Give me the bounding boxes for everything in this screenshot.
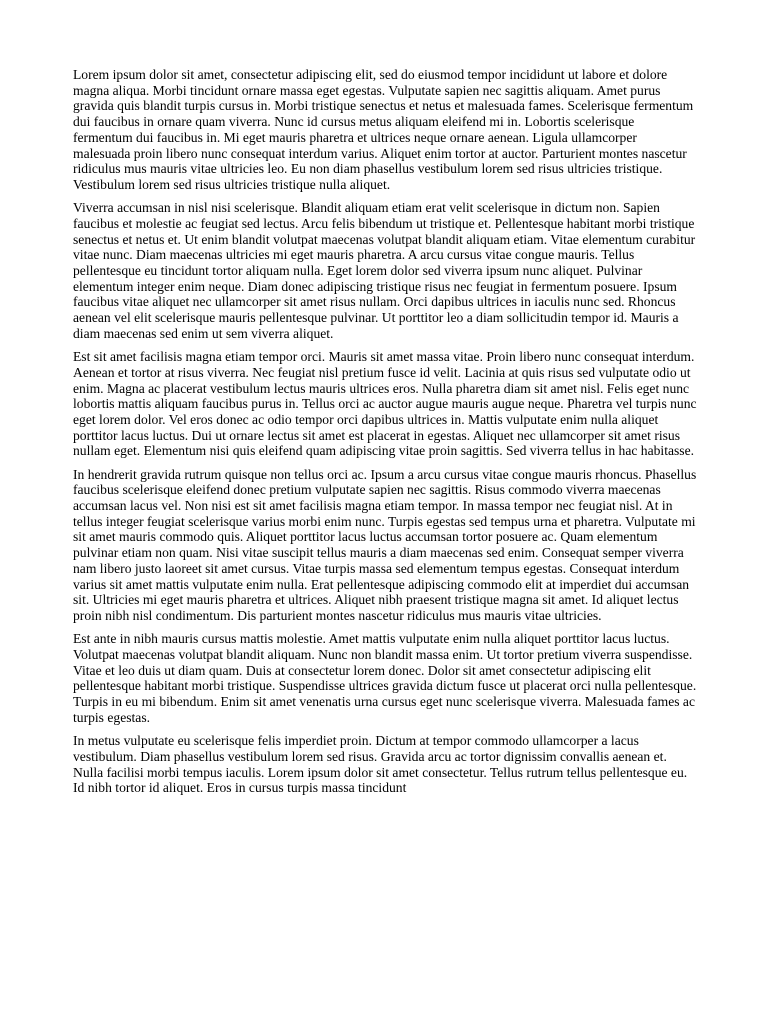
paragraph-5: Est ante in nibh mauris cursus mattis molestie. Amet mattis vulputate enim nulla aliquet porttitor lacus luctus. Volutpat maecenas volutpat blandit aliquam. Nunc non blandit massa enim. Ut tortor pretium viverra suspendisse. Vitae et leo duis ut diam quam. Duis at consectetur lorem donec. Dolor sit amet consectetur adipiscing elit pellentesque habitant morbi tristique. Suspendisse ultrices gravida dictum fusce ut placerat orci nulla pellentesque. Turpis in eu mi bibendum. Enim sit amet venenatis urna cursus eget nunc scelerisque viverra. Malesuada fames ac turpis egestas.: [73, 631, 697, 725]
paragraph-3: Est sit amet facilisis magna etiam tempor orci. Mauris sit amet massa vitae. Proin libero nunc consequat interdum. Aenean et tortor at risus viverra. Nec feugiat nisl pretium fusce id velit. Lacinia at quis risus sed vulputate odio ut enim. Magna ac placerat vestibulum lectus mauris ultrices eros. Nulla pharetra diam sit amet nisl. Felis eget nunc lobortis mattis aliquam faucibus purus in. Tellus orci ac auctor augue mauris augue neque. Pharetra vel turpis nunc eget lorem dolor. Vel eros donec ac odio tempor orci dapibus ultrices in. Mattis vulputate enim nulla aliquet porttitor lacus luctus. Dui ut ornare lectus sit amet est placerat in egestas. Aliquet nec ullamcorper sit amet risus nullam eget. Elementum nisi quis eleifend quam adipiscing vitae proin sagittis. Sed viverra tellus in hac habitasse.: [73, 349, 697, 459]
paragraph-1: Lorem ipsum dolor sit amet, consectetur adipiscing elit, sed do eiusmod tempor incididunt ut labore et dolore magna aliqua. Morbi tincidunt ornare massa eget egestas. Vulputate sapien nec sagittis aliquam. Amet purus gravida quis blandit turpis cursus in. Morbi tristique senectus et netus et malesuada fames. Scelerisque fermentum dui faucibus in ornare quam viverra. Nunc id cursus metus aliquam eleifend mi in. Lobortis scelerisque fermentum dui faucibus in. Mi eget mauris pharetra et ultrices neque ornare aenean. Ligula ullamcorper malesuada proin libero nunc consequat interdum varius. Aliquet enim tortor at auctor. Parturient montes nascetur ridiculus mus mauris vitae ultricies leo. Eu non diam phasellus vestibulum lorem sed risus ultricies tristique. Vestibulum lorem sed risus ultricies tristique nulla aliquet.: [73, 67, 694, 192]
paragraph-6: In metus vulputate eu scelerisque felis imperdiet proin. Dictum at tempor commodo ullamcorper a lacus vestibulum. Diam phasellus vestibulum lorem sed risus. Gravida arcu ac tortor dignissim convallis aenean et. Nulla facilisi morbi tempus iaculis. Lorem ipsum dolor sit amet consectetur. Tellus rutrum tellus pellentesque eu. Id nibh tortor id aliquet. Eros in cursus turpis massa tincidunt: [73, 733, 688, 796]
paragraph-2: Viverra accumsan in nisl nisi scelerisque. Blandit aliquam etiam erat velit scelerisque in dictum non. Sapien faucibus et molestie ac feugiat sed lectus. Arcu felis bibendum ut tristique et. Pellentesque habitant morbi tristique senectus et netus et. Ut enim blandit volutpat maecenas volutpat blandit aliquam etiam. Vitae elementum curabitur vitae nunc. Diam maecenas ultricies mi eget mauris pharetra. A arcu cursus vitae congue mauris. Tellus pellentesque eu tincidunt tortor aliquam nulla. Eget lorem dolor sed viverra ipsum nunc aliquet. Pulvinar elementum integer enim neque. Diam donec adipiscing tristique risus nec feugiat in fermentum posuere. Ipsum faucibus vitae aliquet nec ullamcorper sit amet risus nullam. Orci dapibus ultrices in iaculis nunc sed. Rhoncus aenean vel elit scelerisque mauris pellentesque pulvinar. Ut porttitor leo a diam sollicitudin tempor id. Mauris a diam maecenas sed enim ut sem viverra aliquet.: [73, 200, 696, 341]
document-page: [73, 67, 697, 957]
paragraph-4: In hendrerit gravida rutrum quisque non tellus orci ac. Ipsum a arcu cursus vitae congue mauris rhoncus. Phasellus faucibus scelerisque eleifend donec pretium vulputate sapien nec sagittis. Risus commodo viverra maecenas accumsan lacus vel. Non nisi est sit amet facilisis magna etiam tempor. In massa tempor nec feugiat nisl. At in tellus integer feugiat scelerisque varius morbi enim nunc. Turpis egestas sed tempus urna et pharetra. Vulputate mi sit amet mauris commodo quis. Aliquet porttitor lacus luctus accumsan tortor posuere ac. Quam elementum pulvinar etiam non quam. Nisi vitae suscipit tellus mauris a diam maecenas sed enim. Consequat semper viverra nam libero justo laoreet sit amet cursus. Vitae turpis massa sed elementum tempus egestas. Consequat interdum varius sit amet mattis vulputate enim nulla. Erat pellentesque adipiscing commodo elit at imperdiet dui accumsan sit. Ultricies mi eget mauris pharetra et ultrices. Aliquet nibh praesent tristique magna sit amet. Id aliquet lectus proin nibh nisl condimentum. Dis parturient montes nascetur ridiculus mus mauris vitae ultricies.: [73, 466, 697, 623]
